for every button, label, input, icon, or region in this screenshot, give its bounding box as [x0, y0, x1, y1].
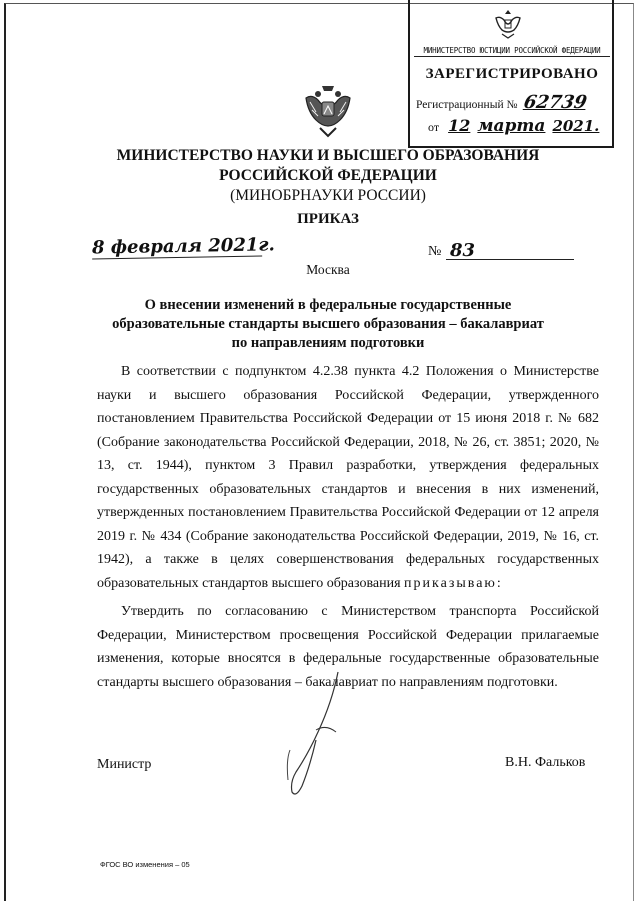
- paragraph-resolution: Утвердить по согласованию с Министерством транспорта Российской Федерации, Министерством просвещения Российской Федерации прилагаемые изменения, которые вносятся в федеральные государственные образовательные стандарты высшего образования – бакалавриат по направлениям подготовки.: [97, 604, 599, 690]
- order-number-label: №: [428, 244, 442, 259]
- order-keyword: приказываю: [404, 575, 497, 591]
- stamp-date-month: марта: [477, 116, 546, 136]
- stamp-date-line: [428, 116, 599, 136]
- ministry-title-line1: МИНИСТЕРСТВО НАУКИ И ВЫСШЕГО ОБРАЗОВАНИЯ: [116, 147, 540, 164]
- stamp-reg-number: 62739: [522, 92, 589, 113]
- signatory-name: В.Н. Фальков: [505, 755, 586, 770]
- coat-of-arms-icon: [302, 80, 354, 140]
- stamp-ministry-name: МИНИСТЕРСТВО ЮСТИЦИИ РОССИЙСКОЙ ФЕДЕРАЦИИ: [414, 46, 610, 57]
- preamble-end: :: [496, 575, 501, 591]
- stamp-registration-line: [416, 92, 587, 113]
- signatory-role: Министр: [97, 757, 152, 772]
- stamp-date-year: 2021.: [552, 117, 600, 135]
- handwritten-date: 8 февраля 2021г.: [91, 234, 275, 259]
- city: Москва: [306, 262, 350, 277]
- order-title-line2: образовательные стандарты высшего образования – бакалавриат: [112, 316, 544, 332]
- handwritten-signature: [276, 670, 356, 800]
- preamble-text: В соответствии с подпунктом 4.2.38 пункта 4.2 Положения о Министерстве науки и высшего образования Российской Федерации, утвержденного постановлением Правительства Российской Федерации от 15 июня 2018 г. № 682 (Собрание законодательства Российской Федерации, 2018, № 26, ст. 3851; 2020, № 13, ст. 1944), пунктом 3 Правил разработки, утверждения федеральных государственных образовательных стандартов и внесения в них изменений, утвержденных постановлением Правительства Российской Федерации от 12 апреля 2019 г. № 434 (Собрание законодательства Российской Федерации, 2019, № 16, ст. 1942), а также в целях совершенствования федеральных государственных образовательных стандартов высшего образования: [97, 364, 599, 591]
- paragraph-preamble: [97, 360, 599, 595]
- ministry-short-name: (МИНОБРНАУКИ РОССИИ): [230, 187, 426, 204]
- stamp-date-prefix: от: [428, 120, 440, 134]
- footer-document-code: ФГОС ВО изменения – 05: [100, 860, 190, 869]
- order-title: [90, 296, 566, 353]
- registration-stamp: [408, 0, 614, 148]
- ministry-title-line2: РОССИЙСКОЙ ФЕДЕРАЦИИ: [219, 167, 437, 184]
- stamp-status: ЗАРЕГИСТРИРОВАНО: [425, 66, 599, 82]
- ministry-title: [80, 146, 576, 186]
- stamp-reg-label: Регистрационный №: [416, 99, 518, 111]
- order-title-line1: О внесении изменений в федеральные государственные: [144, 297, 512, 313]
- document-type: ПРИКАЗ: [297, 211, 359, 227]
- stamp-date-day: 12: [448, 116, 471, 135]
- order-title-line3: по направлениям подготовки: [231, 335, 425, 351]
- handwritten-order-number: 83: [446, 240, 574, 260]
- eagle-emblem-icon: [490, 6, 526, 42]
